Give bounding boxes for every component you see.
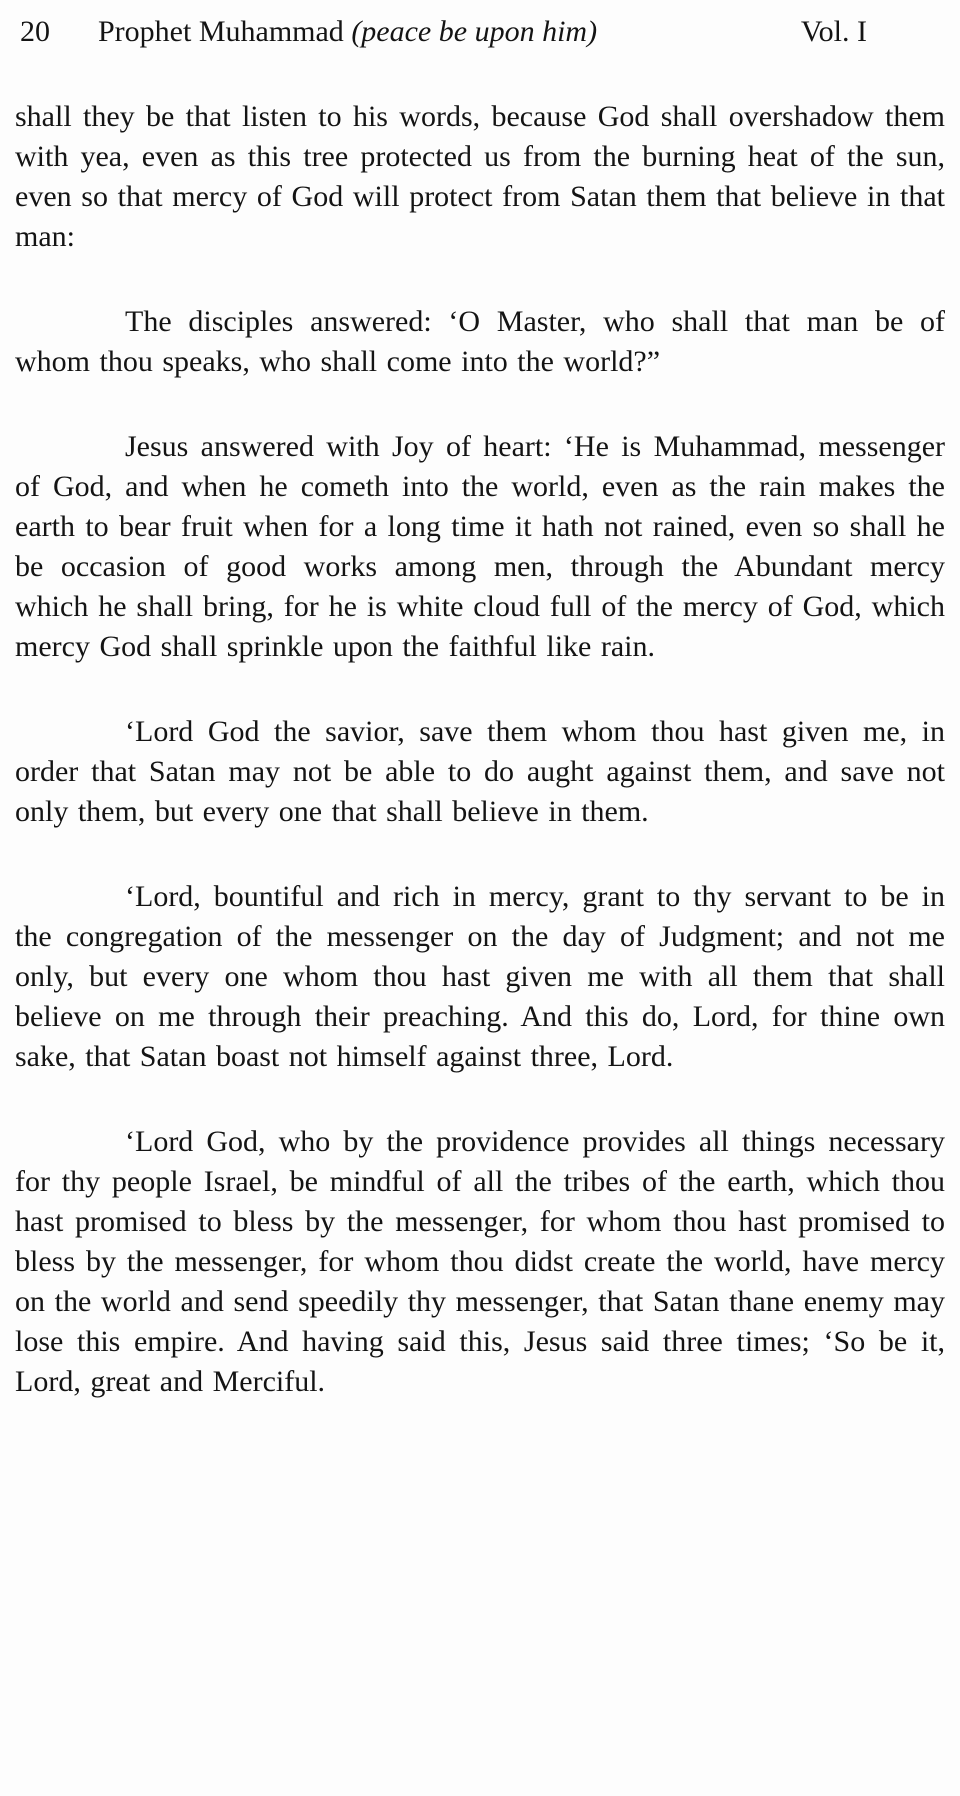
running-header xyxy=(15,12,945,52)
page-number: 20 xyxy=(20,15,50,48)
paragraph: Jesus answered with Joy of heart: ‘He is Muhammad, messenger of God, and when he cometh into the world, even as the rain makes the earth to bear fruit when for a long time it hath not rained, even so shall he be occasion of good works among men, through the Abundant mercy which he shall bring, for he is white cloud full of the mercy of God, which mercy God shall sprinkle upon the faithful like rain. xyxy=(15,430,945,663)
paragraph: The disciples answered: ‘O Master, who shall that man be of whom thou speaks, who shall come into the world?” xyxy=(15,305,945,378)
book-title-regular: Prophet Muhammad xyxy=(98,15,352,48)
paragraph: ‘Lord God, who by the providence provides all things necessary for thy people Israel, be mindful of all the tribes of the earth, which thou hast promised to bless by the messenger, for whom thou hast promised to bless by the messenger, for whom thou didst create the world, have mercy on the world and send speedily thy messenger, that Satan thane enemy may lose this empire. And having said this, Jesus said three times; ‘So be it, Lord, great and Merciful. xyxy=(15,1125,945,1398)
volume-label: Vol. I xyxy=(800,15,867,48)
book-title xyxy=(98,12,597,52)
page-body xyxy=(15,97,945,1402)
paragraph: ‘Lord, bountiful and rich in mercy, grant to thy servant to be in the congregation of the messenger on the day of Judgment; and not me only, but every one whom thou hast given me with all them that shall believe on me through their preaching. And this do, Lord, for thine own sake, that Satan boast not himself against three, Lord. xyxy=(15,880,945,1073)
paragraph: ‘Lord God the savior, save them whom thou hast given me, in order that Satan may not be able to do aught against them, and save not only them, but every one that shall believe in them. xyxy=(15,715,945,828)
book-title-italic: (peace be upon him) xyxy=(351,15,598,48)
paragraph: shall they be that listen to his words, because God shall overshadow them with yea, even as this tree protected us from the burning heat of the sun, even so that mercy of God will protect from Satan them that believe in that man: xyxy=(15,100,945,253)
